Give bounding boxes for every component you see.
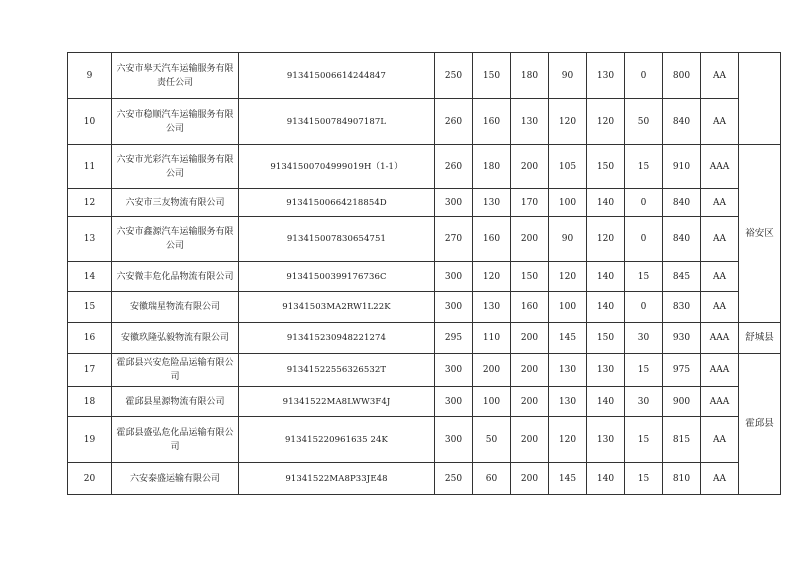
score-cell: 120: [549, 417, 587, 463]
company-name: 六安市光彩汽车运输服务有限公司: [112, 145, 239, 189]
table-row: [68, 189, 781, 217]
table-row: [68, 354, 781, 387]
score-cell: 100: [549, 189, 587, 217]
row-number: 12: [68, 189, 112, 217]
score-cell: 150: [587, 145, 625, 189]
score-cell: 150: [587, 323, 625, 354]
score-cell: 140: [587, 189, 625, 217]
table-row: [68, 463, 781, 495]
score-cell: 120: [473, 262, 511, 292]
row-number: 13: [68, 217, 112, 262]
credit-code: 913415220961635 24K: [239, 417, 435, 463]
table-row: [68, 145, 781, 189]
row-number: 16: [68, 323, 112, 354]
score-cell: 300: [435, 387, 473, 417]
score-cell: 160: [473, 217, 511, 262]
total-score: 975: [663, 354, 701, 387]
rating-grade: AA: [701, 292, 739, 323]
company-name: 霍邱县兴安危险品运输有限公司: [112, 354, 239, 387]
total-score: 845: [663, 262, 701, 292]
score-cell: 130: [549, 387, 587, 417]
score-cell: 105: [549, 145, 587, 189]
company-name: 安徽玖隆弘毅物流有限公司: [112, 323, 239, 354]
score-cell: 260: [435, 145, 473, 189]
company-name: 安徽瑞星物流有限公司: [112, 292, 239, 323]
region-label: 裕安区: [739, 145, 781, 323]
score-cell: 300: [435, 417, 473, 463]
company-name: 六安泰盛运输有限公司: [112, 463, 239, 495]
credit-code: 91341503MA2RW1L22K: [239, 292, 435, 323]
credit-code: 91341522MA8LWW3F4J: [239, 387, 435, 417]
row-number: 18: [68, 387, 112, 417]
total-score: 840: [663, 99, 701, 145]
region-cell-empty: [739, 53, 781, 145]
company-name: 霍邱县盛弘危化品运输有限公司: [112, 417, 239, 463]
table-body: [68, 53, 781, 495]
score-cell: 160: [511, 292, 549, 323]
score-cell: 100: [549, 292, 587, 323]
credit-code: 91341500784907187L: [239, 99, 435, 145]
score-cell: 250: [435, 53, 473, 99]
score-cell: 270: [435, 217, 473, 262]
credit-code: 91341522556326532T: [239, 354, 435, 387]
score-cell: 130: [473, 292, 511, 323]
score-cell: 0: [625, 189, 663, 217]
rating-grade: AAA: [701, 387, 739, 417]
score-cell: 300: [435, 292, 473, 323]
score-cell: 30: [625, 387, 663, 417]
company-name: 六安市稳顺汽车运输服务有限公司: [112, 99, 239, 145]
score-cell: 200: [511, 417, 549, 463]
score-cell: 160: [473, 99, 511, 145]
score-cell: 120: [587, 217, 625, 262]
row-number: 20: [68, 463, 112, 495]
score-cell: 130: [549, 354, 587, 387]
row-number: 19: [68, 417, 112, 463]
score-cell: 15: [625, 463, 663, 495]
total-score: 800: [663, 53, 701, 99]
table-row: [68, 323, 781, 354]
score-cell: 200: [511, 323, 549, 354]
score-cell: 130: [511, 99, 549, 145]
rating-grade: AA: [701, 262, 739, 292]
score-cell: 50: [625, 99, 663, 145]
rating-grade: AAA: [701, 323, 739, 354]
score-cell: 140: [587, 387, 625, 417]
score-cell: 120: [587, 99, 625, 145]
score-cell: 180: [511, 53, 549, 99]
score-cell: 200: [511, 354, 549, 387]
company-rating-table: [67, 52, 781, 495]
table-row: [68, 53, 781, 99]
score-cell: 90: [549, 217, 587, 262]
company-name: 六安微丰危化品物流有限公司: [112, 262, 239, 292]
score-cell: 300: [435, 262, 473, 292]
credit-code: 91341500664218854D: [239, 189, 435, 217]
score-cell: 15: [625, 354, 663, 387]
score-cell: 130: [587, 417, 625, 463]
score-cell: 140: [587, 292, 625, 323]
score-cell: 30: [625, 323, 663, 354]
total-score: 910: [663, 145, 701, 189]
score-cell: 50: [473, 417, 511, 463]
table-row: [68, 387, 781, 417]
table-row: [68, 99, 781, 145]
total-score: 840: [663, 189, 701, 217]
company-name: 霍邱县星源物流有限公司: [112, 387, 239, 417]
credit-code: 913415230948221274: [239, 323, 435, 354]
table-row: [68, 292, 781, 323]
table-row: [68, 217, 781, 262]
rating-grade: AA: [701, 189, 739, 217]
total-score: 930: [663, 323, 701, 354]
company-name: 六安市皋天汽车运输服务有限责任公司: [112, 53, 239, 99]
score-cell: 100: [473, 387, 511, 417]
score-cell: 300: [435, 354, 473, 387]
score-cell: 145: [549, 323, 587, 354]
rating-grade: AA: [701, 99, 739, 145]
credit-code: 913415006614244847: [239, 53, 435, 99]
rating-grade: AA: [701, 217, 739, 262]
rating-grade: AA: [701, 417, 739, 463]
row-number: 11: [68, 145, 112, 189]
score-cell: 60: [473, 463, 511, 495]
score-cell: 200: [511, 217, 549, 262]
score-cell: 140: [587, 463, 625, 495]
score-cell: 15: [625, 417, 663, 463]
row-number: 17: [68, 354, 112, 387]
total-score: 815: [663, 417, 701, 463]
score-cell: 200: [473, 354, 511, 387]
region-label: 霍邱县: [739, 354, 781, 495]
table-row: [68, 262, 781, 292]
score-cell: 130: [587, 354, 625, 387]
score-cell: 0: [625, 217, 663, 262]
company-name: 六安市鑫源汽车运输服务有限公司: [112, 217, 239, 262]
score-cell: 200: [511, 387, 549, 417]
score-cell: 15: [625, 145, 663, 189]
company-name: 六安市三友物流有限公司: [112, 189, 239, 217]
total-score: 840: [663, 217, 701, 262]
row-number: 15: [68, 292, 112, 323]
rating-grade: AAA: [701, 354, 739, 387]
rating-grade: AA: [701, 53, 739, 99]
credit-code: 91341500399176736C: [239, 262, 435, 292]
score-cell: 140: [587, 262, 625, 292]
score-cell: 150: [473, 53, 511, 99]
score-cell: 90: [549, 53, 587, 99]
score-cell: 180: [473, 145, 511, 189]
score-cell: 0: [625, 53, 663, 99]
row-number: 9: [68, 53, 112, 99]
row-number: 14: [68, 262, 112, 292]
score-cell: 250: [435, 463, 473, 495]
score-cell: 295: [435, 323, 473, 354]
score-cell: 300: [435, 189, 473, 217]
score-cell: 110: [473, 323, 511, 354]
total-score: 900: [663, 387, 701, 417]
score-cell: 200: [511, 463, 549, 495]
score-cell: 0: [625, 292, 663, 323]
score-cell: 120: [549, 262, 587, 292]
score-cell: 15: [625, 262, 663, 292]
region-label: 舒城县: [739, 323, 781, 354]
score-cell: 170: [511, 189, 549, 217]
table-row: [68, 417, 781, 463]
credit-code: 91341522MA8P33JE48: [239, 463, 435, 495]
credit-code: 91341500704999019H（1-1）: [239, 145, 435, 189]
score-cell: 200: [511, 145, 549, 189]
score-cell: 120: [549, 99, 587, 145]
total-score: 830: [663, 292, 701, 323]
score-cell: 150: [511, 262, 549, 292]
score-cell: 260: [435, 99, 473, 145]
score-cell: 145: [549, 463, 587, 495]
score-cell: 130: [473, 189, 511, 217]
rating-grade: AAA: [701, 145, 739, 189]
credit-code: 913415007830654751: [239, 217, 435, 262]
row-number: 10: [68, 99, 112, 145]
score-cell: 130: [587, 53, 625, 99]
total-score: 810: [663, 463, 701, 495]
rating-grade: AA: [701, 463, 739, 495]
